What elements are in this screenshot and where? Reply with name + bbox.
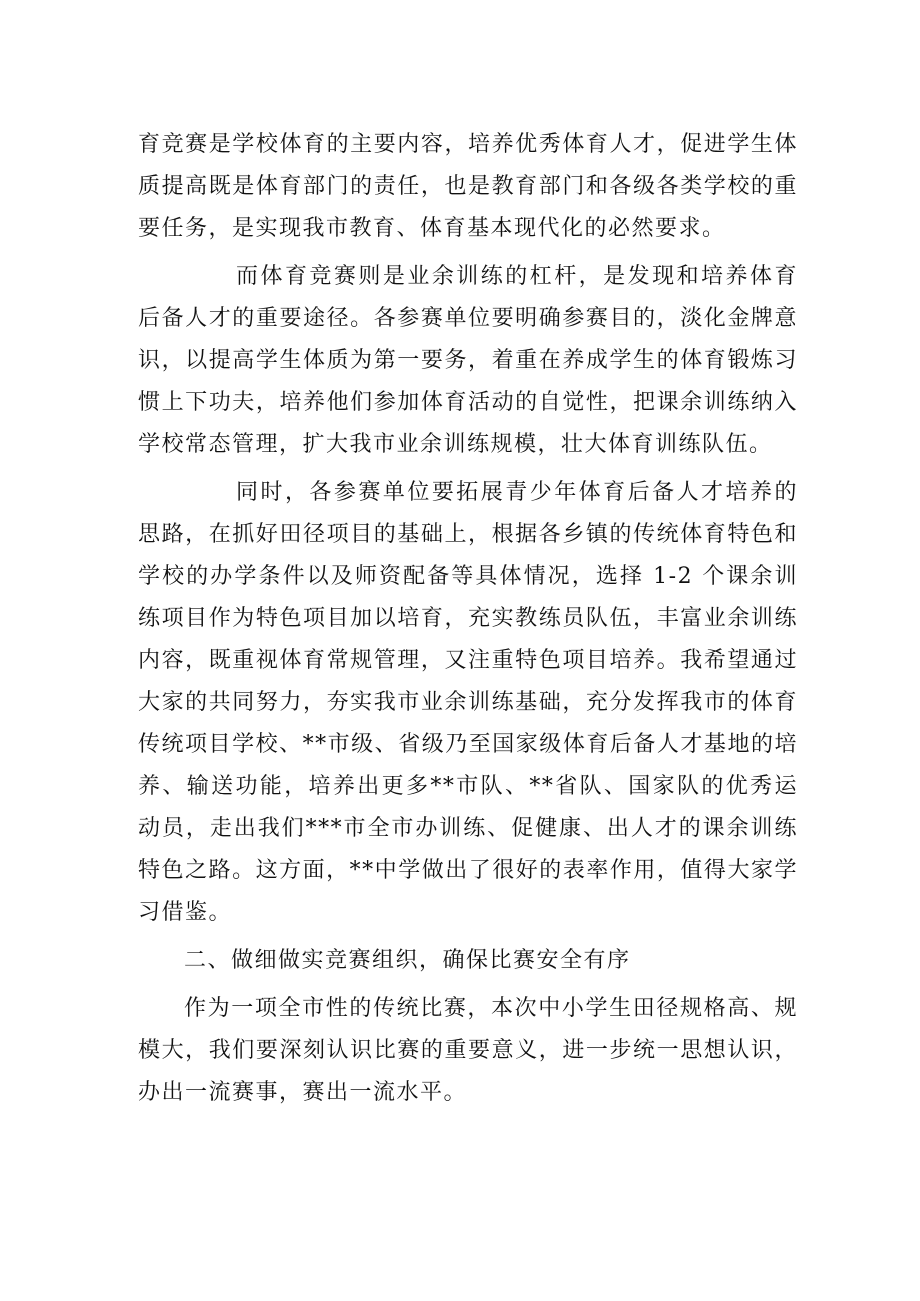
paragraph-4: 作为一项全市性的传统比赛，本次中小学生田径规格高、规模大，我们要深刻认识比赛的重要意义，进一步统一思想认识，办出一流赛事，赛出一流水平。: [138, 996, 798, 1105]
paragraph-3: 同时，各参赛单位要拓展青少年体育后备人才培养的思路，在抓好田径项目的基础上，根据各乡镇的传统体育特色和学校的办学条件以及师资配备等具体情况，选择 1-2 个课余训练项目作为特色项目加以培育，充实教练员队伍，丰富业余训练内容，既重视体育常规管理，又注重特色项目培养。我希望通过大家的共同努力，夯实我市业余训练基础，充分发挥我市的体育传统项目学校、**市级、省级乃至国家级体育后备人才基地的培养、输送功能，培养出更多**市队、**省队、国家队的优秀运动员，走出我们***市全市办训练、促健康、出人才的课余训练特色之路。这方面，**中学做出了很好的表率作用，值得大家学习借鉴。: [138, 480, 798, 925]
paragraph-2: 而体育竞赛则是业余训练的杠杆，是发现和培养体育后备人才的重要途径。各参赛单位要明确参赛目的，淡化金牌意识，以提高学生体质为第一要务，着重在养成学生的体育锻炼习惯上下功夫，培养他们参加体育活动的自觉性，把课余训练纳入学校常态管理，扩大我市业余训练规模，壮大体育训练队伍。: [138, 264, 798, 457]
section-heading: 二、做细做实竞赛组织，确保比赛安全有序: [184, 948, 631, 973]
paragraph-1: 育竞赛是学校体育的主要内容，培养优秀体育人才，促进学生体质提高既是体育部门的责任，也是教育部门和各级各类学校的重要任务，是实现我市教育、体育基本现代化的必然要求。: [138, 132, 798, 241]
document-body: [138, 124, 798, 1114]
